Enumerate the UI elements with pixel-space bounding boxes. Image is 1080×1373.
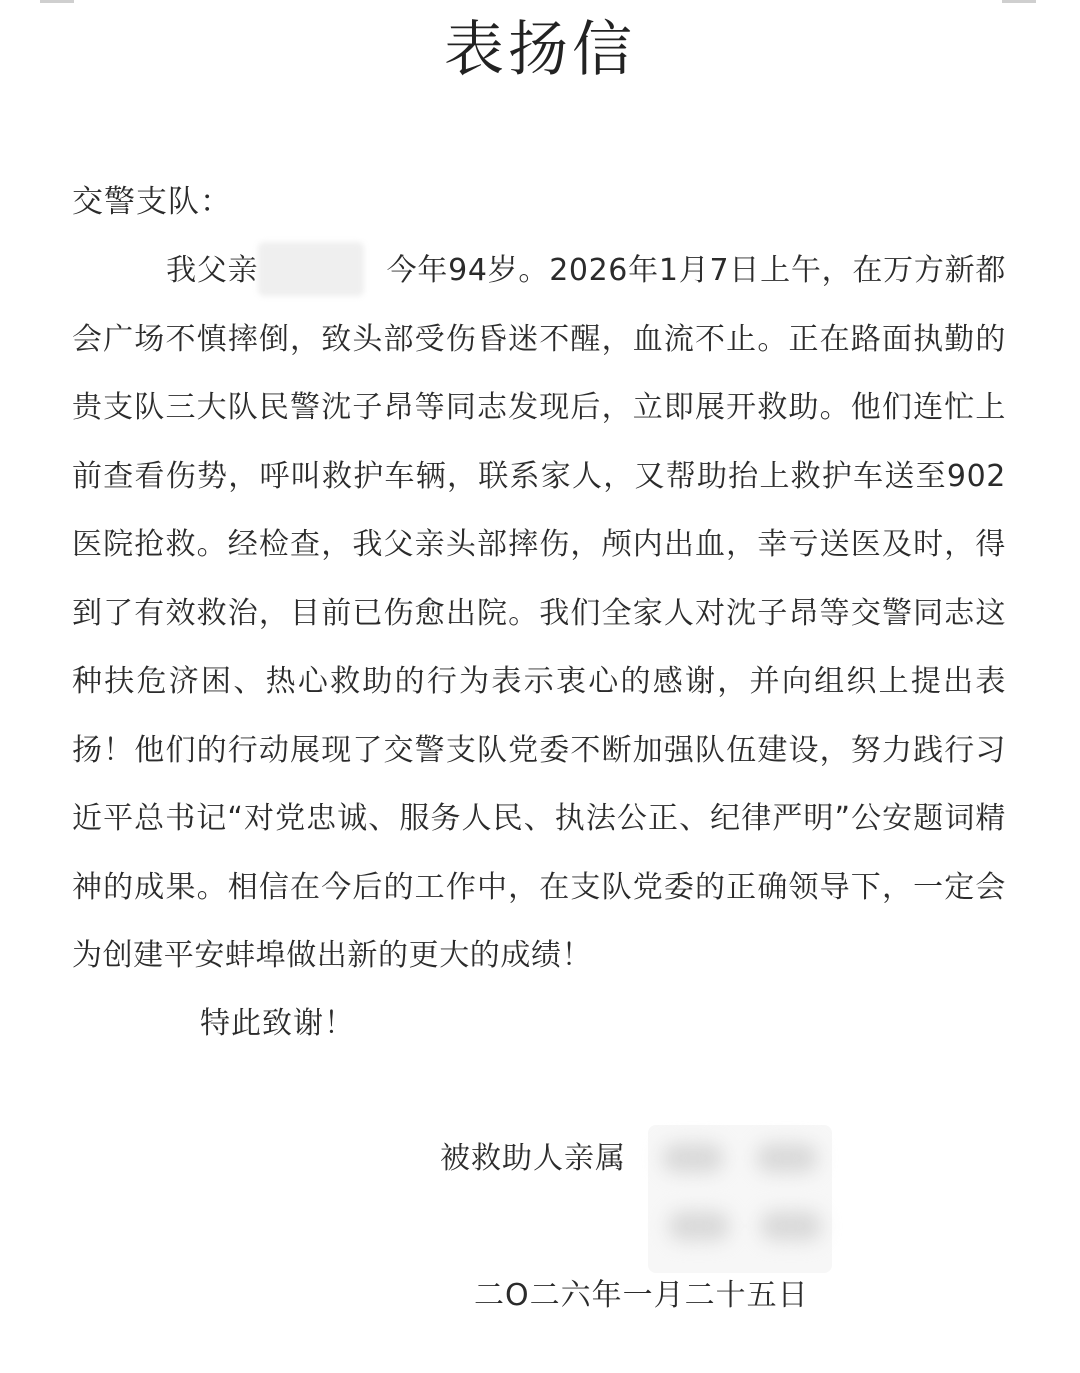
body-text: 今年94岁。2026年1月7日上午，在万方新都会广场不慎摔倒，致头部受伤昏迷不醒，血流不止。正在路面执勤的贵支队三大队民警沈子昂等同志发现后，立即展开救助。他们连忙上前查看伤势，呼叫救护车辆，联系家人，又帮助抬上救护车送至902医院抢救。经检查，我父亲头部摔伤，颅内出血，幸亏送医及时，得到了有效救治，目前已伤愈出院。我们全家人对沈子昂等交警同志这种扶危济困、热心救助的行为表示衷心的感谢，并向组织上提出表扬！他们的行动展现了交警支队党委不断加强队伍建设，努力践行习近平总书记“对党忠诚、服务人民、执法公正、纪律严明”公安题词精神的成果。相信在今后的工作中，在支队党委的正确领导下，一定会为创建平安蚌埠做出新的更大的成绩！ [72, 253, 1006, 973]
letter-date: 二O二六年一月二十五日 [474, 1278, 809, 1313]
top-left-edge-mark [40, 0, 74, 3]
closing-remark: 特此致谢！ [200, 1006, 355, 1041]
signer-label: 被救助人亲属 [440, 1141, 626, 1176]
redaction-blur [756, 1143, 818, 1173]
body-intro: 我父亲 [166, 253, 259, 288]
redacted-name [258, 242, 364, 296]
top-right-edge-mark [1002, 0, 1036, 3]
letter-body [72, 237, 1006, 991]
salutation: 交警支队： [72, 184, 232, 220]
letter-title: 表扬信 [444, 15, 636, 85]
redacted-signatures [648, 1125, 832, 1273]
redaction-blur [668, 1211, 730, 1241]
redaction-blur [662, 1143, 724, 1173]
redaction-blur [760, 1211, 822, 1241]
